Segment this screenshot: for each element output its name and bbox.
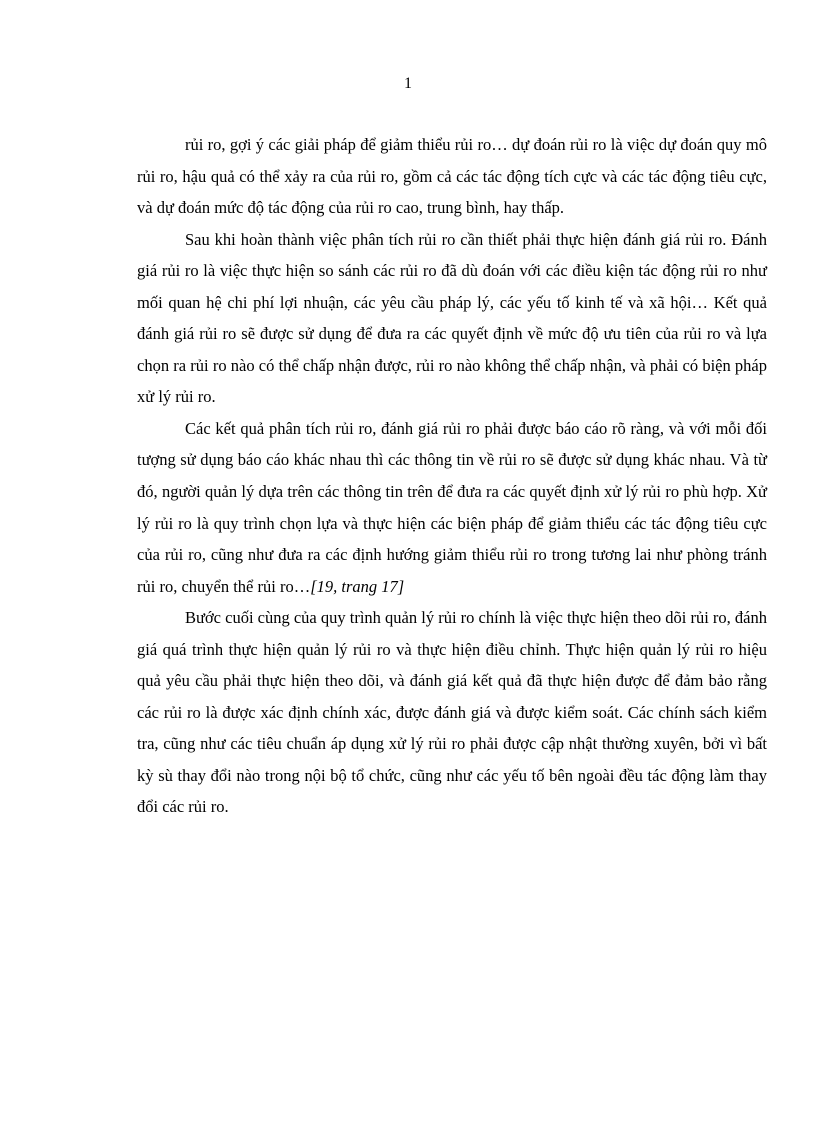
paragraph-2: [137, 224, 767, 413]
paragraph-3: [137, 413, 767, 602]
paragraph-4-text: Bước cuối cùng của quy trình quản lý rủi ro chính là việc thực hiện theo dõi rủi ro, đánh giá quá trình thực hiện quản lý rủi ro và thực hiện điều chỉnh. Thực hiện quản lý rủi ro hiệu quả yêu cầu phải thực hiện theo dõi, và đánh giá kết quả đã thực hiện được để đảm bảo rằng các rủi ro là được xác định chính xác, được đánh giá và được kiểm soát. Các chính sách kiểm tra, cũng như các tiêu chuẩn áp dụng xử lý rủi ro phải được cập nhật thường xuyên, bởi vì bất kỳ sù thay đổi nào trong nội bộ tổ chức, cũng như các yếu tố bên ngoài đều tác động làm thay đổi các rủi ro.: [137, 608, 767, 817]
paragraph-2-text: Sau khi hoàn thành việc phân tích rủi ro cần thiết phải thực hiện đánh giá rủi ro. Đánh giá rủi ro là việc thực hiện so sánh các rủi ro đã dù đoán với các điều kiện tác động rủi ro như mối quan hệ chi phí lợi nhuận, các yêu cầu pháp lý, các yếu tố kinh tế và xã hội… Kết quả đánh giá rủi ro sẽ được sử dụng để đưa ra các quyết định về mức độ ưu tiên của rủi ro và lựa chọn ra rủi ro nào có thể chấp nhận được, rủi ro nào không thể chấp nhận, và phải có biện pháp xử lý rủi ro.: [137, 229, 767, 407]
paragraph-1: [137, 129, 767, 224]
page-number: 1: [404, 75, 412, 92]
body-text: [137, 129, 767, 823]
paragraph-3-text: Các kết quả phân tích rủi ro, đánh giá rủi ro phải được báo cáo rõ ràng, và với mỗi đối tượng sử dụng báo cáo khác nhau thì các thông tin về rủi ro sẽ được sử dụng khác nhau. Và từ đó, người quản lý dựa trên các thông tin trên để đưa ra các quyết định xử lý rủi ro phù hợp. Xử lý rủi ro là quy trình chọn lựa và thực hiện các biện pháp để giảm thiểu các tác động tiêu cực của rủi ro, cũng như đưa ra các định hướng giảm thiểu rủi ro trong tương lai như phòng tránh rủi ro, chuyển thể rủi ro…: [137, 418, 767, 596]
citation: [19, trang 17]: [310, 576, 405, 596]
paragraph-1-text: rủi ro, gợi ý các giải pháp để giảm thiểu rủi ro… dự đoán rủi ro là việc dự đoán quy mô rủi ro, hậu quả có thể xảy ra của rủi ro, gồm cả các tác động tích cực và các tác động tiêu cực, và dự đoán mức độ tác động của rủi ro cao, trung bình, hay thấp.: [137, 135, 767, 218]
paragraph-4: [137, 602, 767, 823]
